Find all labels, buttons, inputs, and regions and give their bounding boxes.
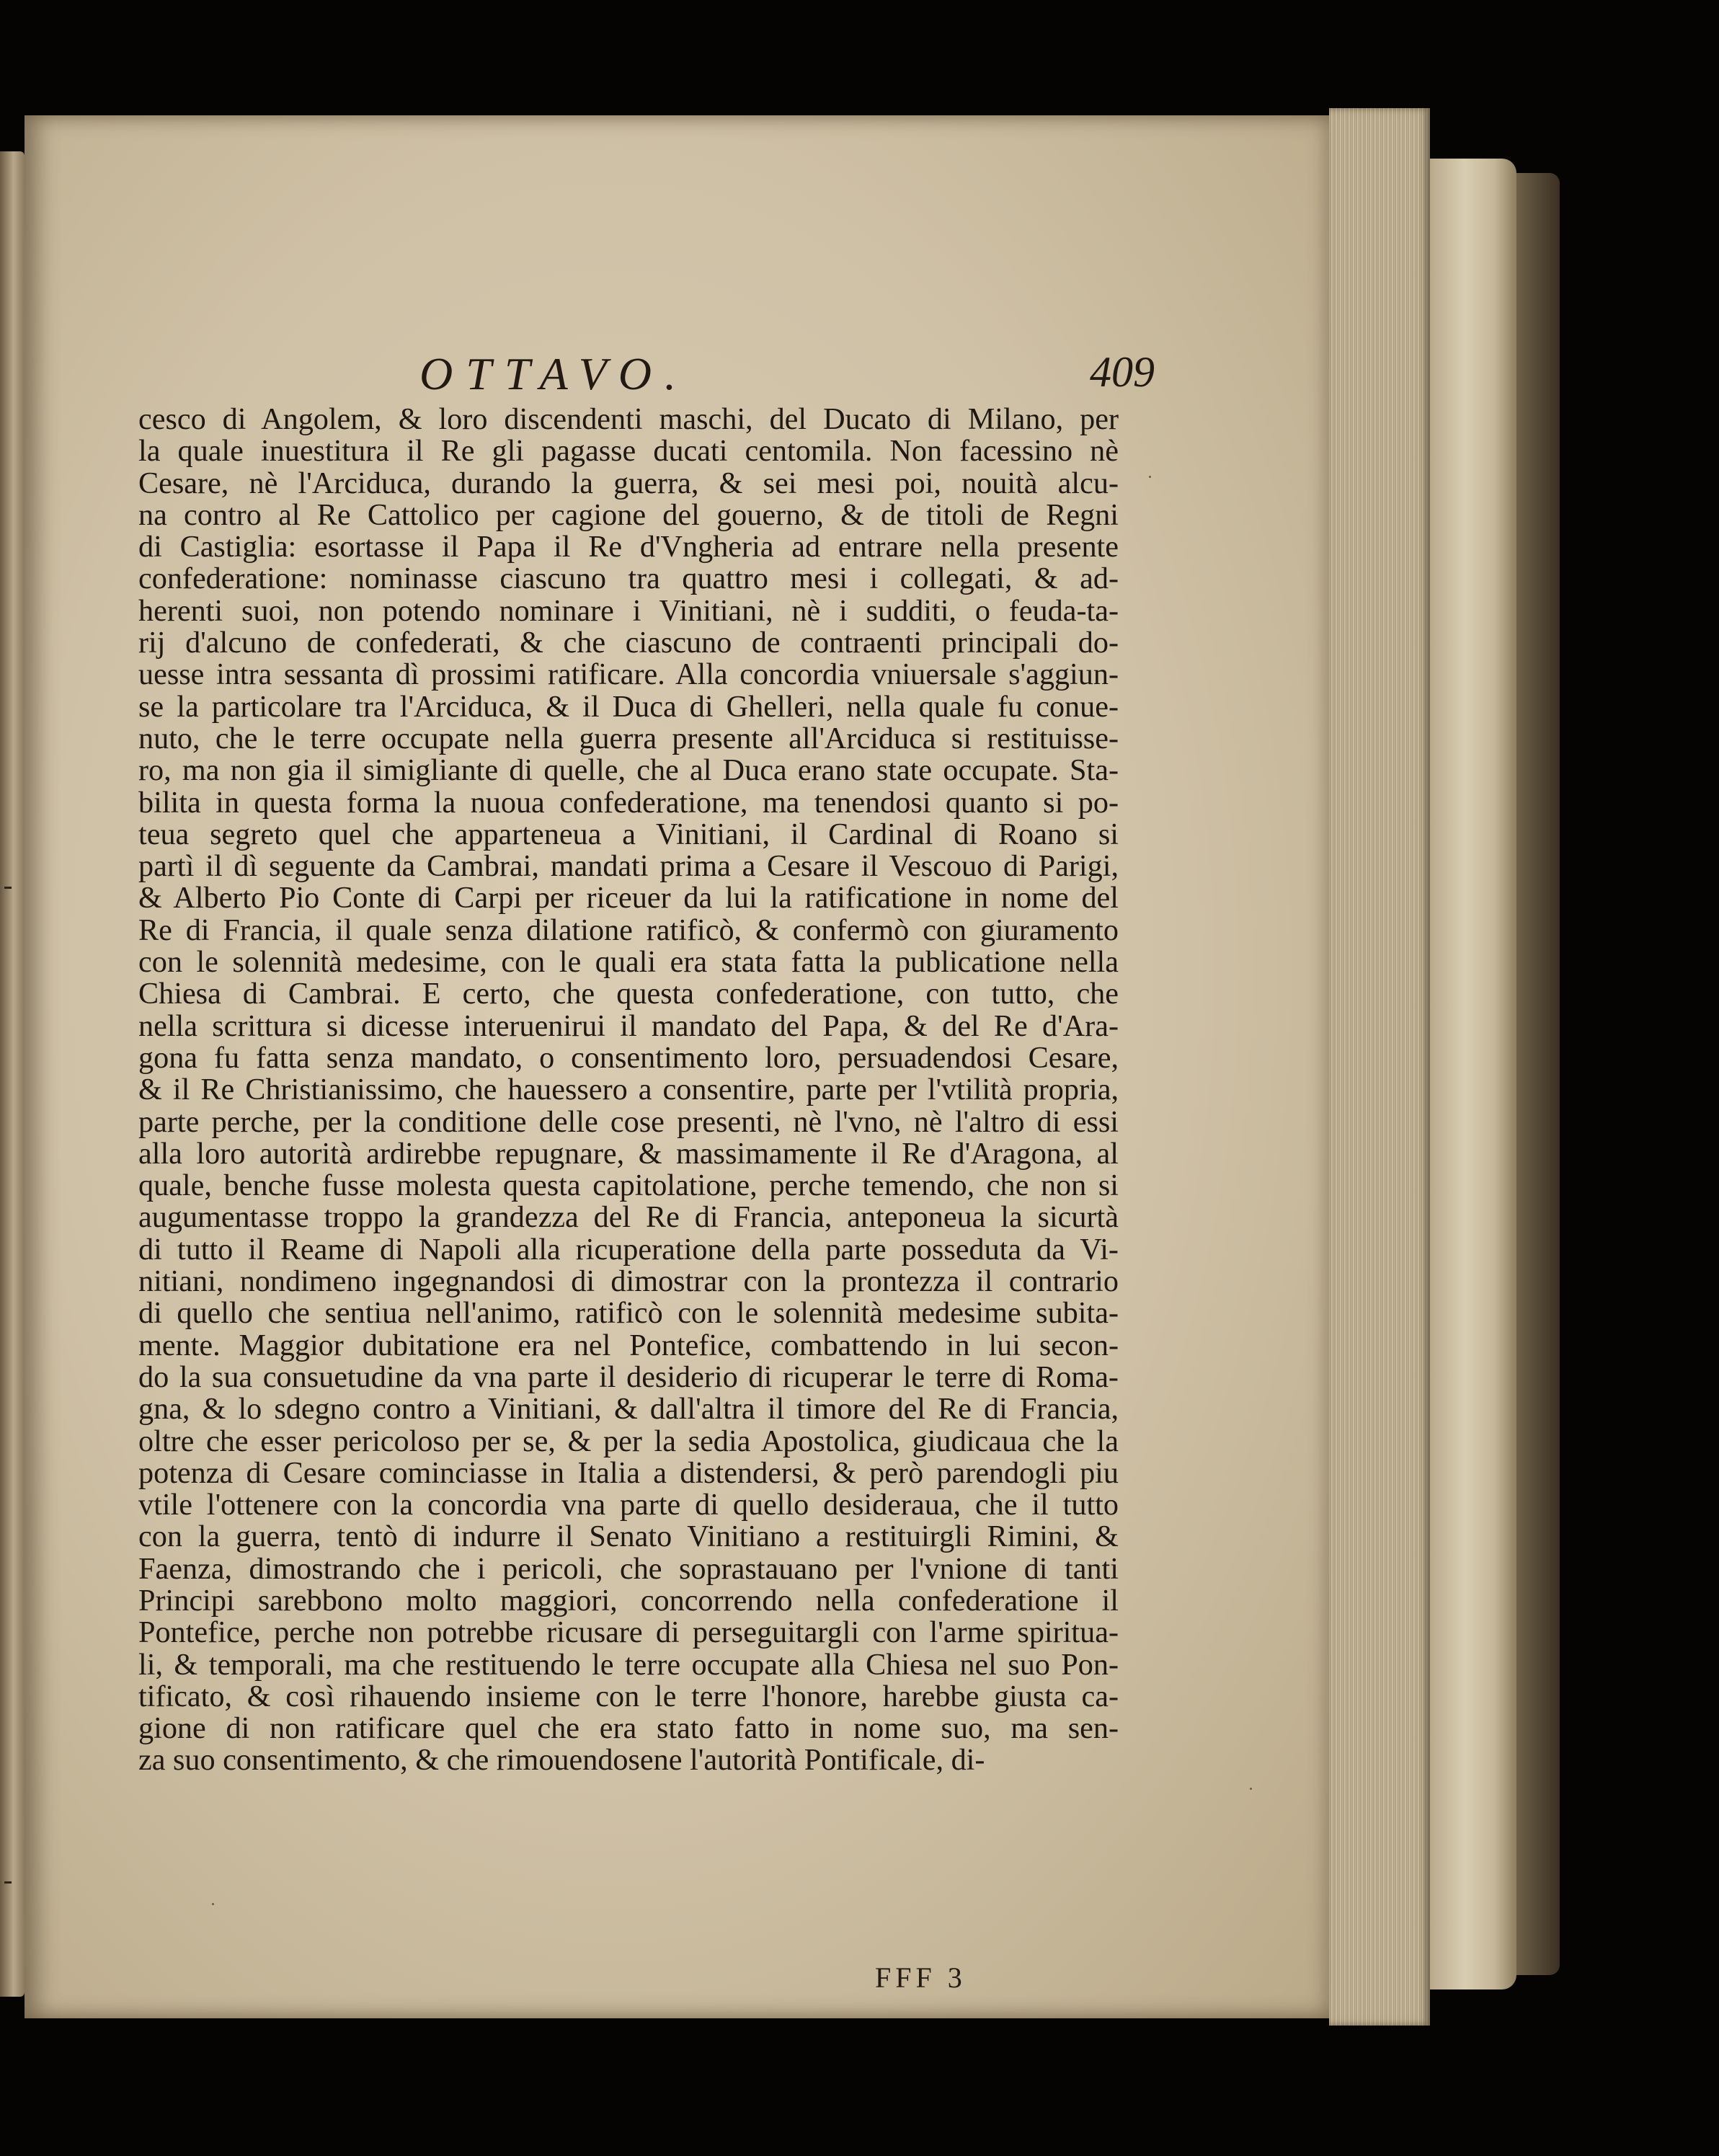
text-line: nuto, che le terre occupate nella guerra presente all'Arciduca si restituisse- bbox=[138, 721, 1119, 755]
page-header bbox=[419, 347, 1155, 405]
facing-page-edge bbox=[0, 151, 25, 1997]
text-line: tificato, & così rihauendo insieme con le terre l'honore, harebbe giusta ca- bbox=[138, 1679, 1119, 1713]
text-line: vtile l'ottenere con la concordia vna parte di quello desideraua, che il tutto bbox=[138, 1488, 1119, 1522]
text-line: partì il dì seguente da Cambrai, mandati prima a Cesare il Vescouo di Parigi, bbox=[138, 849, 1119, 884]
body-text bbox=[138, 404, 1119, 1777]
text-line: parte perche, per la conditione delle cose presenti, nè l'vno, nè l'altro di essi bbox=[138, 1104, 1119, 1139]
text-line: di Castiglia: esortasse il Papa il Re d'Vngheria ad entrare nella presente bbox=[138, 530, 1119, 564]
text-line: & il Re Christianissimo, che hauessero a consentire, parte per l'vtilità propria, bbox=[138, 1073, 1119, 1107]
text-line: di tutto il Reame di Napoli alla ricuperatione della parte posseduta da Vi- bbox=[138, 1232, 1119, 1266]
text-line: quale, benche fusse molesta questa capitolatione, perche temendo, che non si bbox=[138, 1168, 1119, 1203]
text-line: li, & temporali, ma che restituendo le terre occupate alla Chiesa nel suo Pon- bbox=[138, 1647, 1119, 1682]
text-line: rij d'alcuno de confederati, & che ciascuno de contraenti principali do- bbox=[138, 626, 1119, 660]
cover-board bbox=[1516, 173, 1560, 1975]
text-line: confederatione: nominasse ciascuno tra quattro mesi i collegati, & ad- bbox=[138, 562, 1119, 596]
text-line: na contro al Re Cattolico per cagione del gouerno, & de titoli de Regni bbox=[138, 497, 1119, 532]
text-line: mente. Maggior dubitatione era nel Pontefice, combattendo in lui secon- bbox=[138, 1328, 1119, 1362]
text-line: cesco di Angolem, & loro discendenti maschi, del Ducato di Milano, per bbox=[138, 402, 1119, 436]
text-line: uesse intra sessanta dì prossimi ratificare. Alla concordia vniuersale s'aggiun- bbox=[138, 657, 1119, 692]
text-line: teua segreto quel che apparteneua a Vinitiani, il Cardinal di Roano si bbox=[138, 817, 1119, 851]
facing-page-mark bbox=[4, 887, 12, 889]
text-line: Re di Francia, il quale senza dilatione ratificò, & confermò con giuramento bbox=[138, 913, 1119, 947]
text-line: bilita in questa forma la nuoua confederatione, ma tenendosi quanto si po- bbox=[138, 785, 1119, 820]
text-line: & Alberto Pio Conte di Carpi per riceuer da lui la ratificatione in nome del bbox=[138, 881, 1119, 915]
text-line: za suo consentimento, & che rimouendosene l'autorità Pontificale, di- bbox=[138, 1743, 985, 1778]
text-line: Faenza, dimostrando che i pericoli, che soprastauano per l'vnione di tanti bbox=[138, 1551, 1119, 1586]
text-line: oltre che esser pericoloso per se, & per la sedia Apostolica, giudicaua che la bbox=[138, 1424, 1119, 1458]
text-line: nitiani, nondimeno ingegnandosi di dimostrar con la prontezza il contrario bbox=[138, 1264, 1119, 1299]
text-line: la quale inuestitura il Re gli pagasse ducati centomila. Non facessino nè bbox=[138, 434, 1119, 469]
facing-page-mark bbox=[4, 1881, 12, 1884]
text-line: nella scrittura si dicesse interuenirui il mandato del Papa, & del Re d'Ara- bbox=[138, 1008, 1119, 1043]
text-line: potenza di Cesare cominciasse in Italia a distendersi, & però parendogli piu bbox=[138, 1455, 1119, 1490]
page-number: 409 bbox=[1090, 348, 1155, 396]
text-line: con le solennità medesime, con le quali era stata fatta la publicatione nella bbox=[138, 945, 1119, 980]
text-line: Pontefice, perche non potrebbe ricusare di perseguitargli con l'arme spiritua- bbox=[138, 1615, 1119, 1650]
text-line: Chiesa di Cambrai. E certo, che questa confederatione, con tutto, che bbox=[138, 977, 1119, 1011]
text-line: di quello che sentiua nell'animo, ratificò con le solennità medesime subita- bbox=[138, 1296, 1119, 1331]
book-page bbox=[25, 115, 1329, 2018]
text-line: se la particolare tra l'Arciduca, & il Duca di Ghelleri, nella quale fu conue- bbox=[138, 689, 1119, 724]
page-stack-fore-edge bbox=[1329, 108, 1430, 2026]
text-line: do la sua consuetudine da vna parte il desiderio di ricuperar le terre di Roma- bbox=[138, 1359, 1119, 1394]
text-line: augumentasse troppo la grandezza del Re di Francia, anteponeua la sicurtà bbox=[138, 1200, 1119, 1235]
text-line: con la guerra, tentò di indurre il Senato Vinitiano a restituirgli Rimini, & bbox=[138, 1520, 1119, 1554]
text-line: alla loro autorità ardirebbe repugnare, & massimamente il Re d'Aragona, al bbox=[138, 1136, 1119, 1171]
text-line: gona fu fatta senza mandato, o consentimento loro, persuadendosi Cesare, bbox=[138, 1040, 1119, 1075]
running-head: OTTAVO. bbox=[419, 348, 689, 399]
text-line: herenti suoi, non potendo nominare i Vinitiani, nè i sudditi, o feuda-ta- bbox=[138, 593, 1119, 628]
paper-speck bbox=[1149, 476, 1151, 478]
text-line: gione di non ratificare quel che era stato fatto in nome suo, ma sen- bbox=[138, 1711, 1119, 1746]
text-line: gna, & lo sdegno contro a Vinitiani, & dall'altra il timore del Re di Francia, bbox=[138, 1392, 1119, 1427]
binding-edge bbox=[1430, 159, 1516, 1989]
text-line: ro, ma non gia il simigliante di quelle, che al Duca erano state occupate. Sta- bbox=[138, 753, 1119, 788]
text-line: Principi sarebbono molto maggiori, concorrendo nella confederatione il bbox=[138, 1583, 1119, 1618]
signature-mark: FFF 3 bbox=[875, 1961, 967, 1994]
text-line: Cesare, nè l'Arciduca, durando la guerra, & sei mesi poi, nouità alcu- bbox=[138, 466, 1119, 500]
paper-speck bbox=[212, 1903, 214, 1905]
paper-speck bbox=[1250, 1788, 1252, 1790]
